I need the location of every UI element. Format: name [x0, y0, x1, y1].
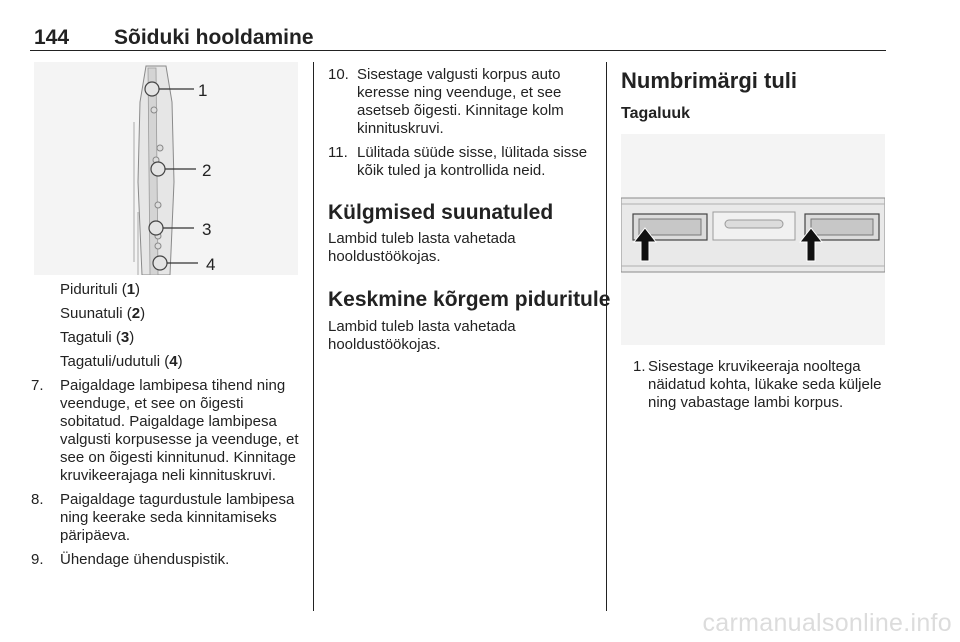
figure-label-2: 2: [202, 161, 212, 180]
list-item: 9. Ühendage ühenduspistik.: [31, 551, 230, 568]
page-number: 144: [34, 26, 70, 49]
left-steps-list: [31, 377, 301, 575]
figure-label-4: 4: [206, 255, 216, 274]
text-side-indicators: Lambid tuleb lasta vahetada hooldustöökojas.: [328, 230, 516, 265]
column-divider-2: [606, 62, 607, 611]
column-divider-1: [313, 62, 314, 611]
figure-label-3: 3: [202, 220, 212, 239]
watermark: carmanualsonline.info: [702, 609, 952, 637]
page-header: [30, 26, 886, 52]
legend-item-1: Pidurituli (1): [60, 281, 141, 298]
legend-item-3: Tagatuli (3): [60, 329, 135, 346]
heading-center-brake-light: Keskmine kõrgem piduritule: [328, 288, 611, 311]
heading-license-plate-light: Numbrimärgi tuli: [621, 68, 798, 93]
header-rule: [30, 50, 886, 51]
list-item: 10. Sisestage valgusti korpus auto keresse ning veenduge, et see asetseb õigesti. Kinnitage kolm kinnituskruvi.: [328, 66, 564, 137]
list-item: 7. Paigaldage lambipesa tihend ning veenduge, et see on õigesti sobitatud. Paigaldage lambipesa valgusti korpusesse ja veenduge, et see on õigesti kinnitunud. Kinnitage kruvikeerajaga neli kinnituskruvi.: [31, 377, 299, 484]
license-plate-light-figure: [621, 134, 885, 345]
list-item: 11. Lülitada süüde sisse, lülitada sisse kõik tuled ja kontrollida neid.: [328, 144, 588, 179]
text-center-brake-light: Lambid tuleb lasta vahetada hooldustöökojas.: [328, 318, 516, 353]
figure-label-1: 1: [198, 81, 208, 100]
subheading-tailgate: Tagaluuk: [621, 105, 691, 122]
middle-steps-list: [328, 66, 596, 186]
tail-lamp-illustration: [34, 62, 298, 275]
list-item: 8. Paigaldage tagurdustule lambipesa ning keerake seda kinnitamiseks päripäeva.: [31, 491, 295, 544]
heading-side-indicators: Külgmised suunatuled: [328, 201, 554, 224]
list-item: 1. Sisestage kruvikeeraja nooltega näidatud kohta, lükake seda küljele ning vabastage lambi korpus.: [633, 358, 882, 411]
section-title: Sõiduki hooldamine: [114, 26, 314, 49]
tail-lamp-figure: [34, 62, 298, 275]
legend-item-2: Suunatuli (2): [60, 305, 146, 322]
right-steps-list: [633, 358, 885, 418]
legend-item-4: Tagatuli/udutuli (4): [60, 353, 183, 370]
license-plate-light-illustration: [621, 134, 885, 345]
